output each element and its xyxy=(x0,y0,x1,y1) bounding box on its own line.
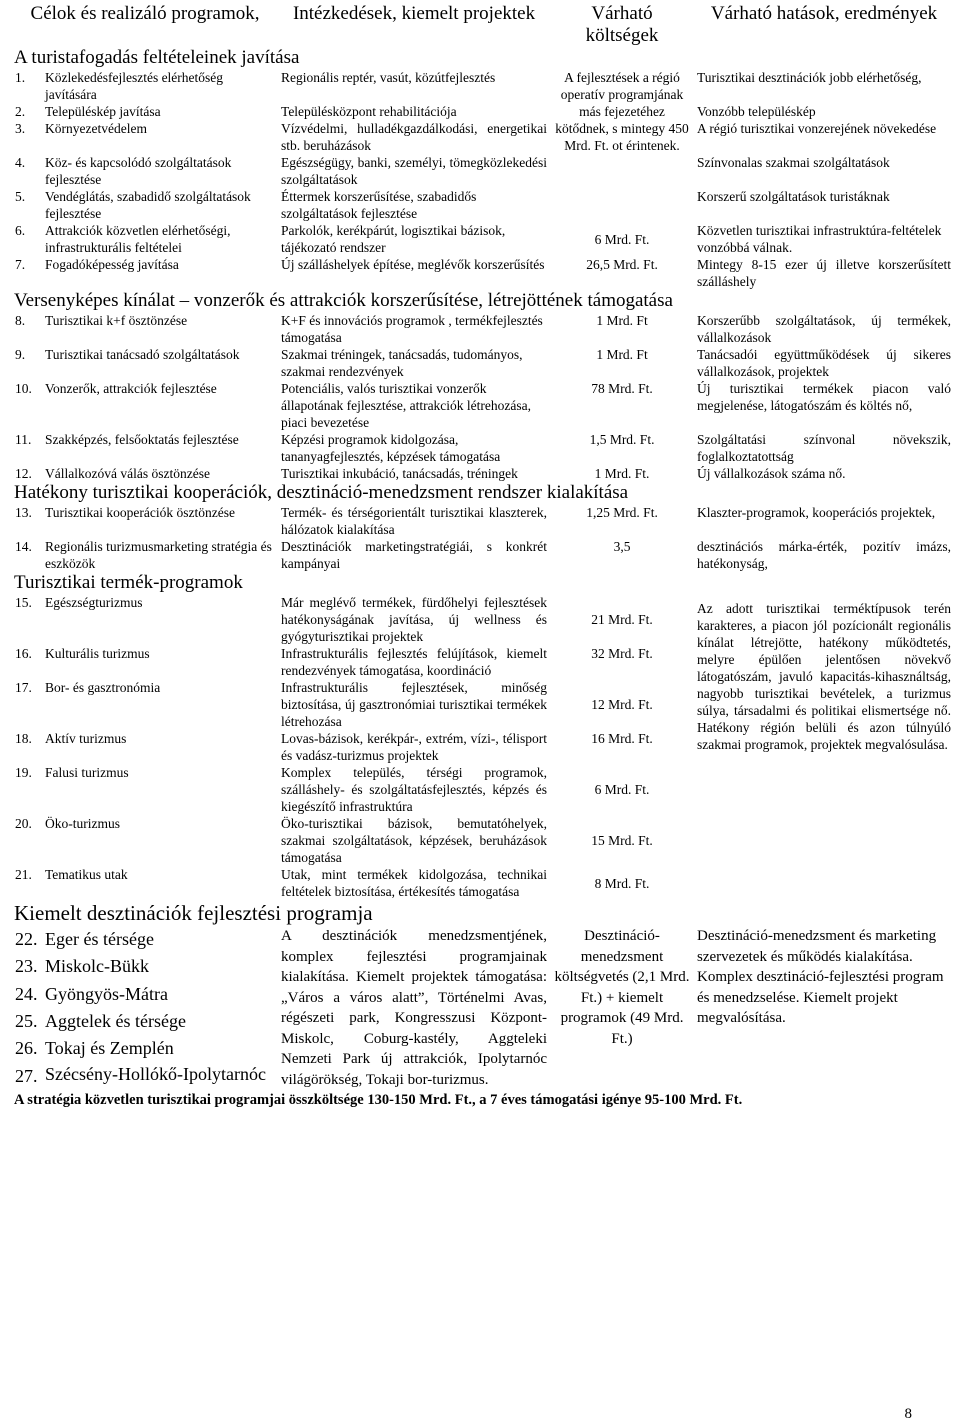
section-heading xyxy=(12,572,954,594)
row-action: Öko-turisztikai bázisok, bemutatóhelyek, szakmai szolgáltatások, képzések, beruházások támogatása xyxy=(281,816,548,865)
row-action: Regionális reptér, vasút, közútfejlesztés xyxy=(281,70,496,85)
row-number: 24. xyxy=(15,983,38,1004)
row-goal: Aktív turizmus xyxy=(45,731,127,746)
section-heading xyxy=(12,900,954,926)
row-goal: Attrakciók közvetlen elérhetőségi, infrastrukturális feltételei xyxy=(45,223,231,255)
row-action: Termék- és térségorientált turisztikai klaszterek, hálózatok kialakítása xyxy=(281,505,548,537)
table-row xyxy=(12,154,954,188)
row-effect: Turisztikai desztinációk jobb elérhetőség, xyxy=(697,70,922,85)
row-goal: Turisztikai tanácsadó szolgáltatások xyxy=(45,347,240,362)
row-goal: Miskolc-Bükk xyxy=(45,956,150,977)
table-row xyxy=(12,504,954,538)
row-goal: Szakképzés, felsőoktatás fejlesztése xyxy=(45,432,239,447)
row-goal: Turisztikai k+f ösztönzése xyxy=(45,313,188,328)
row-cost: 1,5 Mrd. Ft. xyxy=(589,432,655,447)
row-action: Desztinációk marketingstratégiái, s konkrét kampányai xyxy=(281,539,548,571)
row-cost: 16 Mrd. Ft. xyxy=(591,731,653,746)
row-number: 2. xyxy=(15,104,26,119)
total-cost-summary: A stratégia közvetlen turisztikai programjai összköltsége 130-150 Mrd. Ft., a 7 éves támogatási igénye 95-100 Mrd. Ft. xyxy=(14,1092,743,1108)
row-effect: Színvonalas szakmai szolgáltatások xyxy=(697,155,890,170)
row-action: K+F és innovációs programok , termékfejlesztés támogatása xyxy=(281,313,543,345)
merged-effect: Az adott turisztikai terméktípusok terén karakteres, a piacon jól pozícionált regionális kínálat létrejötte, hatékony működtetés, melyre épülően jelentősen növekvő látogatószám, javuló kapacitás-kihasználtság, nagyobb turisztikai bevételek, a turizmus súlya, társadalmi és politikai elismertsége nő. Hatékony régión belüli és azon túlnyúló szakmai programok, projektek megvalósulása. xyxy=(697,601,952,752)
footer-row xyxy=(12,1090,954,1110)
row-goal: Szécsény-Hollókő-Ipolytarnóc xyxy=(45,1063,266,1084)
section3-title: Hatékony turisztikai kooperációk, desztináció-menedzsment rendszer kialakítása xyxy=(14,482,629,503)
row-action: Éttermek korszerűsítése, szabadidős szolgáltatások fejlesztése xyxy=(281,189,477,221)
row-goal: Tokaj és Zemplén xyxy=(45,1038,174,1059)
section-heading xyxy=(12,482,954,504)
row-goal: Köz- és kapcsolódó szolgáltatások fejlesztése xyxy=(45,155,232,187)
table-row xyxy=(12,188,954,222)
destination-action: A desztinációk menedzsmentjének, komplex fejlesztési programjainak kialakítása. Kiemelt projektek támogatása: „Város a város alatt”, Történelmi Avas, régészeti park, Kongresszusi Központ-Miskolc, Coburg-kastély, Aggteleki Nemzeti Park új attrakciók, Ipolytarnóc világörökség, Tokaji bor-turizmus. xyxy=(281,928,548,1088)
row-goal: Bor- és gasztronómia xyxy=(45,680,161,695)
row-number: 15. xyxy=(15,595,32,610)
row-effect: Szolgáltatási színvonal növekszik, foglalkoztatottság xyxy=(697,432,952,464)
table-row xyxy=(12,312,954,346)
row-effect: Mintegy 8-15 ezer új illetve korszerűsített szálláshely xyxy=(697,257,952,289)
row-cost: 78 Mrd. Ft. xyxy=(591,381,653,396)
document-page xyxy=(12,0,954,1110)
row-number: 27. xyxy=(15,1065,38,1086)
row-goal: Vállalkozóvá válás ösztönzése xyxy=(45,466,210,481)
row-cost: 1 Mrd. Ft xyxy=(596,313,648,328)
row-action: Infrastrukturális fejlesztés felújítások, kiemelt rendezvények támogatása, koordináció xyxy=(281,646,548,678)
row-cost: 26,5 Mrd. Ft. xyxy=(586,257,658,272)
row-cost: 6 Mrd. Ft. xyxy=(594,231,650,247)
row-cost: 32 Mrd. Ft. xyxy=(591,646,653,661)
row-number: 17. xyxy=(15,680,32,695)
row-cost: 8 Mrd. Ft. xyxy=(594,875,650,891)
section4-title: Turisztikai termék-programok xyxy=(14,572,243,593)
row-goal: Egészségturizmus xyxy=(45,595,143,610)
row-goal: Közlekedésfejlesztés elérhetőség javítására xyxy=(45,70,224,102)
row-goal: Környezetvédelem xyxy=(45,121,147,136)
header-costs: Várható költségek xyxy=(585,3,659,46)
row-action: Szakmai tréningek, tanácsadás, tudományos, szakmai rendezvények xyxy=(281,347,523,379)
row-goal: Regionális turizmusmarketing stratégia és eszközök xyxy=(45,539,272,571)
header-effects: Várható hatások, eredmények xyxy=(710,3,938,24)
row-number: 8. xyxy=(15,313,26,328)
table-row xyxy=(12,103,954,120)
table-row xyxy=(12,380,954,431)
row-effect: Új vállalkozások száma nő. xyxy=(697,466,846,481)
row-action: Képzési programok kidolgozása, tananyagfejlesztés, képzések támogatása xyxy=(281,432,501,464)
row-number: 12. xyxy=(15,466,32,481)
row-number: 11. xyxy=(15,432,32,447)
row-goal: Öko-turizmus xyxy=(45,816,120,831)
table-row xyxy=(12,120,954,154)
row-number: 1. xyxy=(15,70,26,85)
table-row xyxy=(12,431,954,465)
row-number: 23. xyxy=(15,956,38,977)
row-effect: Korszerű szolgáltatások turistáknak xyxy=(697,189,890,204)
row-effect: Klaszter-programok, kooperációs projektek, xyxy=(697,505,936,520)
row-number: 20. xyxy=(15,816,32,831)
row-goal: Aggtelek és térsége xyxy=(45,1010,186,1031)
row-action: Komplex település, térségi programok, szálláshely- és szolgáltatásfejlesztés, képzés és kiegészítő infrastruktúra xyxy=(281,765,548,814)
row-number: 5. xyxy=(15,189,26,204)
row-cost: 15 Mrd. Ft. xyxy=(591,833,653,848)
row-action: Vízvédelmi, hulladékgazdálkodási, energetikai stb. beruházások xyxy=(281,121,548,153)
row-number: 25. xyxy=(15,1010,38,1031)
strategy-table xyxy=(12,0,954,1110)
row-number: 18. xyxy=(15,731,32,746)
section-heading xyxy=(12,290,954,312)
row-action: Egészségügy, banki, személyi, tömegközlekedési szolgáltatások xyxy=(281,155,548,187)
row-cost: 1 Mrd. Ft xyxy=(596,347,648,362)
row-goal: Eger és térsége xyxy=(45,929,154,949)
row-number: 16. xyxy=(15,646,32,661)
row-number: 22. xyxy=(15,929,38,949)
row-number: 21. xyxy=(15,867,32,882)
row-action: Már meglévő termékek, fürdőhelyi fejlesztések hatékonyságának javítása, új wellness és gyógyturisztikai projektek xyxy=(281,595,548,644)
row-cost: 6 Mrd. Ft. xyxy=(594,782,650,797)
table-row xyxy=(12,69,954,103)
row-cost: 12 Mrd. Ft. xyxy=(591,697,653,712)
row-action: Infrastrukturális fejlesztések, minőség biztosítása, új gasztronómiai turisztikai termékek létrehozása xyxy=(281,680,548,729)
row-effect: Tanácsadói együttműködések új sikeres vállalkozások, projektek xyxy=(697,347,952,379)
row-number: 9. xyxy=(15,347,26,362)
table-row xyxy=(12,465,954,482)
header-goals: Célok és realizáló programok, xyxy=(30,3,260,24)
row-number: 10. xyxy=(15,381,32,396)
row-number: 19. xyxy=(15,765,32,780)
row-number: 4. xyxy=(15,155,26,170)
table-row xyxy=(12,256,954,290)
row-effect: Vonzóbb településkép xyxy=(697,104,816,119)
row-action: Utak, mint termékek kidolgozása, technikai feltételek biztosítása, értékesítés támogatása xyxy=(281,867,548,899)
row-goal: Vendéglátás, szabadidő szolgáltatások fejlesztése xyxy=(45,189,251,221)
table-row xyxy=(12,346,954,380)
row-goal: Kulturális turizmus xyxy=(45,646,150,661)
row-action: Településközpont rehabilitációja xyxy=(281,104,457,119)
row-number: 7. xyxy=(15,257,26,272)
row-goal: Tematikus utak xyxy=(45,867,128,882)
merged-cost: A fejlesztések a régió operatív programjának más fejezetéhez kötődnek, s mintegy 450 Mrd. Ft. ot érintenek. xyxy=(555,70,689,153)
row-goal: Fogadóképesség javítása xyxy=(45,257,179,272)
row-effect: Korszerűbb szolgáltatások, új termékek, vállalkozások xyxy=(697,313,952,345)
destination-cost: Desztináció-menedzsment költségvetés (2,1 Mrd. Ft.) + kiemelt programok (49 Mrd. Ft.) xyxy=(554,928,690,1047)
row-effect: Új turisztikai termékek piacon való megjelenése, látogatószám és költés nő, xyxy=(697,381,952,413)
row-goal: Településkép javítása xyxy=(45,104,161,119)
row-number: 26. xyxy=(15,1038,38,1059)
section2-title: Versenyképes kínálat – vonzerők és attrakciók korszerűsítése, létrejöttének támogatása xyxy=(14,290,673,311)
header-actions: Intézkedések, kiemelt projektek xyxy=(292,3,536,24)
row-effect: A régió turisztikai vonzerejének növekedése xyxy=(697,121,937,136)
row-action: Parkolók, kerékpárút, logisztikai bázisok, tájékozató rendszer xyxy=(281,223,506,255)
row-action: Turisztikai inkubáció, tanácsadás, tréningek xyxy=(281,466,518,481)
row-number: 13. xyxy=(15,505,32,520)
row-cost: 1 Mrd. Ft. xyxy=(594,466,650,481)
section1-title: A turistafogadás feltételeinek javítása xyxy=(14,47,300,68)
row-number: 3. xyxy=(15,121,26,136)
page-number: 8 xyxy=(904,1406,912,1422)
row-goal: Falusi turizmus xyxy=(45,765,129,780)
row-number: 14. xyxy=(15,539,32,554)
table-row xyxy=(12,222,954,256)
row-cost: 3,5 xyxy=(613,539,631,554)
row-goal: Vonzerők, attrakciók fejlesztése xyxy=(45,381,217,396)
row-effect: desztinációs márka-érték, pozitív imázs, hatékonyság, xyxy=(697,539,952,571)
table-header xyxy=(12,0,954,47)
table-row xyxy=(12,926,954,953)
row-action: Potenciális, valós turisztikai vonzerők állapotának fejlesztése, attrakciók létrehozása, piaci bevezetése xyxy=(281,381,532,430)
row-goal: Turisztikai kooperációk ösztönzése xyxy=(45,505,235,520)
row-action: Lovas-bázisok, kerékpár-, extrém, vízi-, télisport és vadász-turizmus projektek xyxy=(281,731,548,763)
row-action: Új szálláshelyek építése, meglévők korszerűsítés xyxy=(281,257,545,272)
row-goal: Gyöngyös-Mátra xyxy=(45,983,168,1004)
table-row xyxy=(12,594,954,645)
row-number: 6. xyxy=(15,223,26,238)
section-heading xyxy=(12,47,954,69)
row-effect: Közvetlen turisztikai infrastruktúra-feltételek vonzóbbá válnak. xyxy=(697,223,942,255)
row-cost: 21 Mrd. Ft. xyxy=(591,612,653,627)
destination-effect: Desztináció-menedzsment és marketing szervezetek és működés kialakítása. Komplex desztináció-fejlesztési program és menedzselése. Kiemelt projekt megvalósítása. xyxy=(697,928,944,1026)
table-row xyxy=(12,538,954,572)
section5-title: Kiemelt desztinációk fejlesztési programja xyxy=(14,901,373,925)
row-cost: 1,25 Mrd. Ft. xyxy=(586,505,658,520)
